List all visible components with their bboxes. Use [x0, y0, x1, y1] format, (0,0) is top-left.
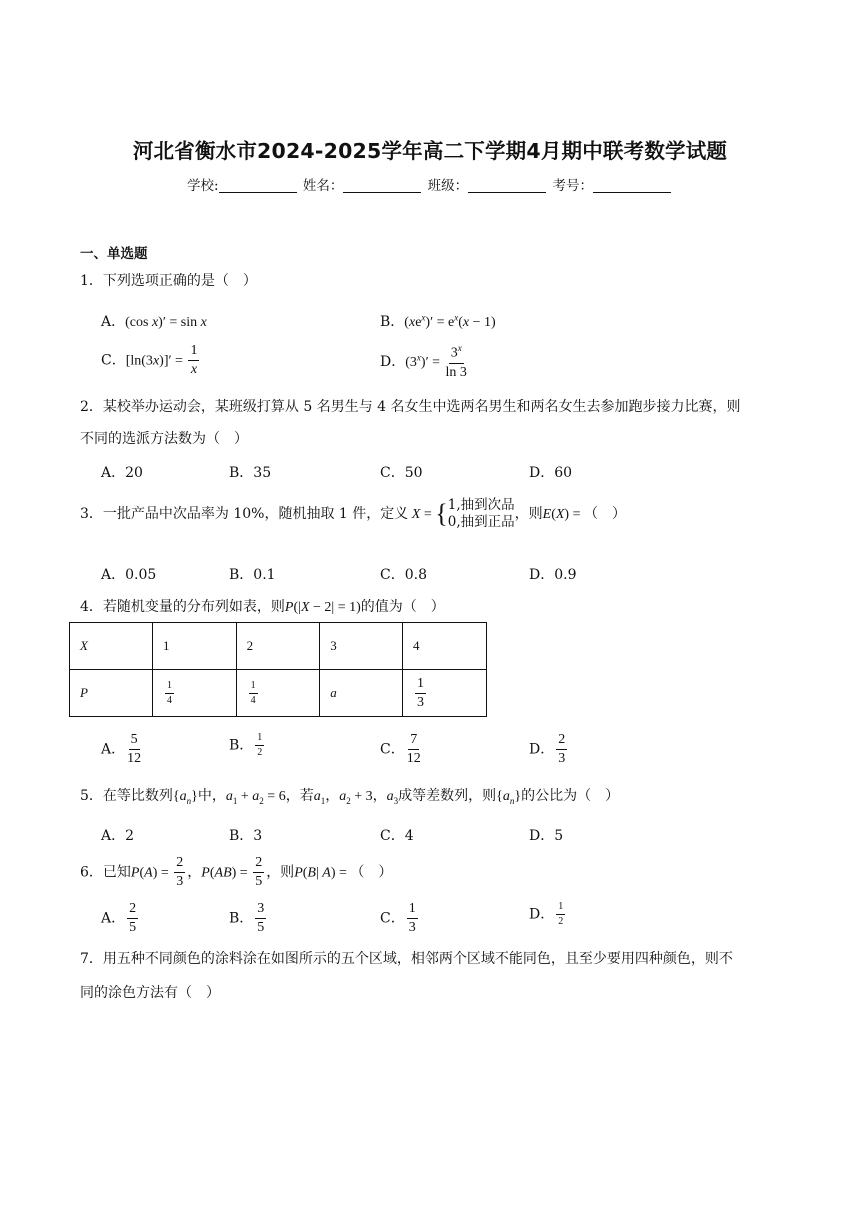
q2-option-a: A．20 [101, 465, 143, 481]
q2-stem-line1: 2．某校举办运动会，某班级打算从 5 名男生与 4 名女生中选两名男生和两名女生去参加跑步接力比赛，则 [80, 399, 741, 415]
name-label: 姓名： [302, 178, 344, 194]
q4-option-b: B． $\frac{1}{2}$ [229, 732, 263, 758]
table-cell: 1 [152, 623, 236, 670]
q5-option-a: A．2 [101, 828, 135, 844]
section-heading: 一、单选题 [80, 246, 148, 262]
q3-case-2: 0,抽到正品 [447, 513, 515, 530]
distribution-table [69, 622, 487, 717]
q4-option-d: D． $\frac{2}{3}$ [529, 732, 566, 766]
class-label: 班级： [427, 178, 469, 194]
q3-option-d: D．0.9 [529, 567, 577, 583]
q2-option-c: C．50 [380, 465, 423, 481]
q3-option-b: B．0.1 [229, 567, 276, 583]
table-cell: 4 [403, 623, 487, 670]
table-cell: $\frac{1}{4}$ [152, 670, 236, 717]
q6-option-b: B． $\frac{3}{5}$ [229, 901, 265, 935]
id-label: 考号： [552, 178, 593, 194]
student-info-line [0, 174, 860, 194]
q7-stem-line2: 同的涂色方法有（ ） [80, 985, 220, 1001]
table-row [70, 623, 487, 670]
q2-option-b: B．35 [229, 465, 272, 481]
table-cell: X [70, 623, 153, 670]
q1-option-c: C．[ln(3x)]′ = $\frac{1}{x}$ [101, 343, 198, 377]
table-cell: a [320, 670, 403, 717]
q5-option-c: C．4 [380, 828, 414, 844]
q5-stem: 5．在等比数列$\{a_n\}$中，$a_1 + a_2 = 6$，若$a_1$，$a_2 + 3$，$a_3$成等差数列，则$\{a_n\}$的公比为（ ） [80, 788, 620, 806]
q5-option-d: D．5 [529, 828, 564, 844]
table-cell: P [70, 670, 153, 717]
table-cell: $\frac{1}{4}$ [236, 670, 320, 717]
class-blank [468, 179, 546, 193]
q6-option-a: A． $\frac{2}{5}$ [101, 901, 137, 935]
q4-option-c: C． $\frac{7}{12}$ [380, 732, 421, 766]
q6-stem: 6．已知P(A) = $\frac{2}{3}$ ，P(AB) = $\frac{2}{5}$ ，则P(B| A) = （ ） [80, 855, 393, 889]
q4-stem: 4．若随机变量的分布列如表，则P(|X − 2| = 1)的值为（ ） [80, 599, 445, 615]
page-title: 河北省衡水市2024-2025学年高二下学期4月期中联考数学试题 [132, 139, 728, 163]
q4-option-a: A． $\frac{5}{12}$ [101, 732, 142, 766]
q6-option-c: C． $\frac{1}{3}$ [380, 901, 416, 935]
name-blank [343, 179, 421, 193]
q1-stem: 1．下列选项正确的是（ ） [80, 273, 257, 289]
q1-option-d: D．$(3^x)'$ = $\frac{3^x}{\ln 3}$ [380, 343, 467, 380]
q7-stem-line1: 7．用五种不同颜色的涂料涂在如图所示的五个区域，相邻两个区域不能同色，且至少要用四种颜色，则不 [80, 951, 733, 967]
q2-option-d: D．60 [529, 465, 573, 481]
school-blank [219, 179, 297, 193]
id-blank [593, 179, 671, 193]
table-cell: 3 [320, 623, 403, 670]
q3-case-1: 1,抽到次品 [447, 497, 515, 513]
q2-stem-line2: 不同的选派方法数为（ ） [80, 431, 248, 447]
table-cell: $\frac{1}{3}$ [403, 670, 487, 717]
table-cell: 2 [236, 623, 320, 670]
table-row [70, 670, 487, 717]
q3-option-c: C．0.8 [380, 567, 427, 583]
school-label: 学校: [187, 178, 219, 194]
q1-option-a: A．(cos x)′ = sin x [101, 314, 207, 330]
q3-stem: 3．一批产品中次品率为 10%，随机抽取 1 件，定义 X = { 1,抽到次品 0,抽到正品 ，则E(X) = （ ） [80, 497, 626, 530]
q6-option-d: D． $\frac{1}{2}$ [529, 901, 564, 927]
q1-option-b: B．$(xe^x)' = e^x(x - 1)$ [380, 312, 496, 330]
q5-option-b: B．3 [229, 828, 263, 844]
q3-option-a: A．0.05 [101, 567, 157, 583]
